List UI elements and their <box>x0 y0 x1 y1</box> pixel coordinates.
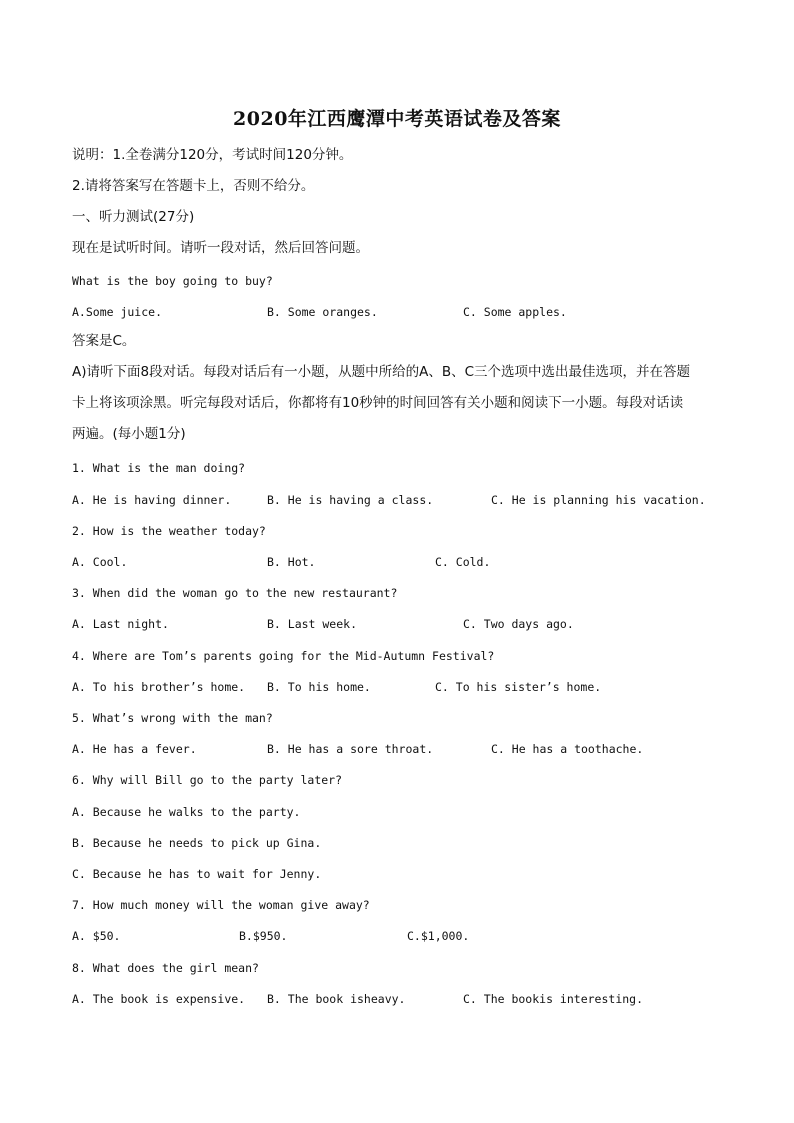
question-7: 7. How much money will the woman give away? <box>72 898 370 912</box>
question-3: 3. When did the woman go to the new restaurant? <box>72 586 398 600</box>
question-1-option-c: C. He is planning his vacation. <box>491 493 706 507</box>
page-title: 2020年江西鹰潭中考英语试卷及答案 <box>233 108 561 130</box>
question-4-option-a: A. To his brother’s home. <box>72 680 246 694</box>
question-2-option-a: A. Cool. <box>72 555 128 569</box>
question-2: 2. How is the weather today? <box>72 524 266 538</box>
instructions-note-2: 2.请将答案写在答题卡上，否则不给分。 <box>72 178 315 194</box>
question-7-option-b: B.$950. <box>239 929 288 943</box>
question-1-option-b: B. He is having a class. <box>267 493 434 507</box>
question-2-option-c: C. Cold. <box>435 555 491 569</box>
part-a-instructions-line-3: 两遍。(每小题1分) <box>72 426 186 442</box>
question-8-option-c: C. The bookis interesting. <box>463 992 644 1006</box>
trial-option-c: C. Some apples. <box>463 305 567 319</box>
question-5: 5. What’s wrong with the man? <box>72 711 273 725</box>
trial-question: What is the boy going to buy? <box>72 274 273 288</box>
part-a-instructions-line-2: 卡上将该项涂黑。听完每段对话后，你都将有10秒钟的时间回答有关小题和阅读下一小题。每段对话读 <box>72 395 684 411</box>
section-heading-listening: 一、听力测试(27分) <box>72 209 195 225</box>
question-6: 6. Why will Bill go to the party later? <box>72 773 343 787</box>
question-8-option-a: A. The book is expensive. <box>72 992 246 1006</box>
question-4-option-c: C. To his sister’s home. <box>435 680 602 694</box>
trial-option-a: A.Some juice. <box>72 305 163 319</box>
question-5-option-a: A. He has a fever. <box>72 742 197 756</box>
question-5-option-c: C. He has a toothache. <box>491 742 644 756</box>
question-6-option-a: A. Because he walks to the party. <box>72 805 301 819</box>
question-1-option-a: A. He is having dinner. <box>72 493 232 507</box>
trial-answer: 答案是C。 <box>72 333 136 349</box>
question-3-option-c: C. Two days ago. <box>463 617 574 631</box>
question-2-option-b: B. Hot. <box>267 555 316 569</box>
question-3-option-b: B. Last week. <box>267 617 358 631</box>
question-4-option-b: B. To his home. <box>267 680 371 694</box>
part-a-instructions-line-1: A)请听下面8段对话。每段对话后有一小题，从题中所给的A、B、C三个选项中选出最佳选项，并在答题 <box>72 364 691 380</box>
question-5-option-b: B. He has a sore throat. <box>267 742 434 756</box>
trial-option-b: B. Some oranges. <box>267 305 378 319</box>
trial-intro: 现在是试听时间。请听一段对话，然后回答问题。 <box>72 240 369 256</box>
question-7-option-a: A. $50. <box>72 929 121 943</box>
question-8-option-b: B. The book isheavy. <box>267 992 406 1006</box>
question-3-option-a: A. Last night. <box>72 617 169 631</box>
question-6-option-b: B. Because he needs to pick up Gina. <box>72 836 322 850</box>
instructions-note-1: 说明：1.全卷满分120分，考试时间120分钟。 <box>72 147 353 163</box>
question-6-option-c: C. Because he has to wait for Jenny. <box>72 867 322 881</box>
question-4: 4. Where are Tom’s parents going for the Mid-Autumn Festival? <box>72 649 495 663</box>
question-8: 8. What does the girl mean? <box>72 961 259 975</box>
question-1: 1. What is the man doing? <box>72 461 246 475</box>
question-7-option-c: C.$1,000. <box>407 929 470 943</box>
